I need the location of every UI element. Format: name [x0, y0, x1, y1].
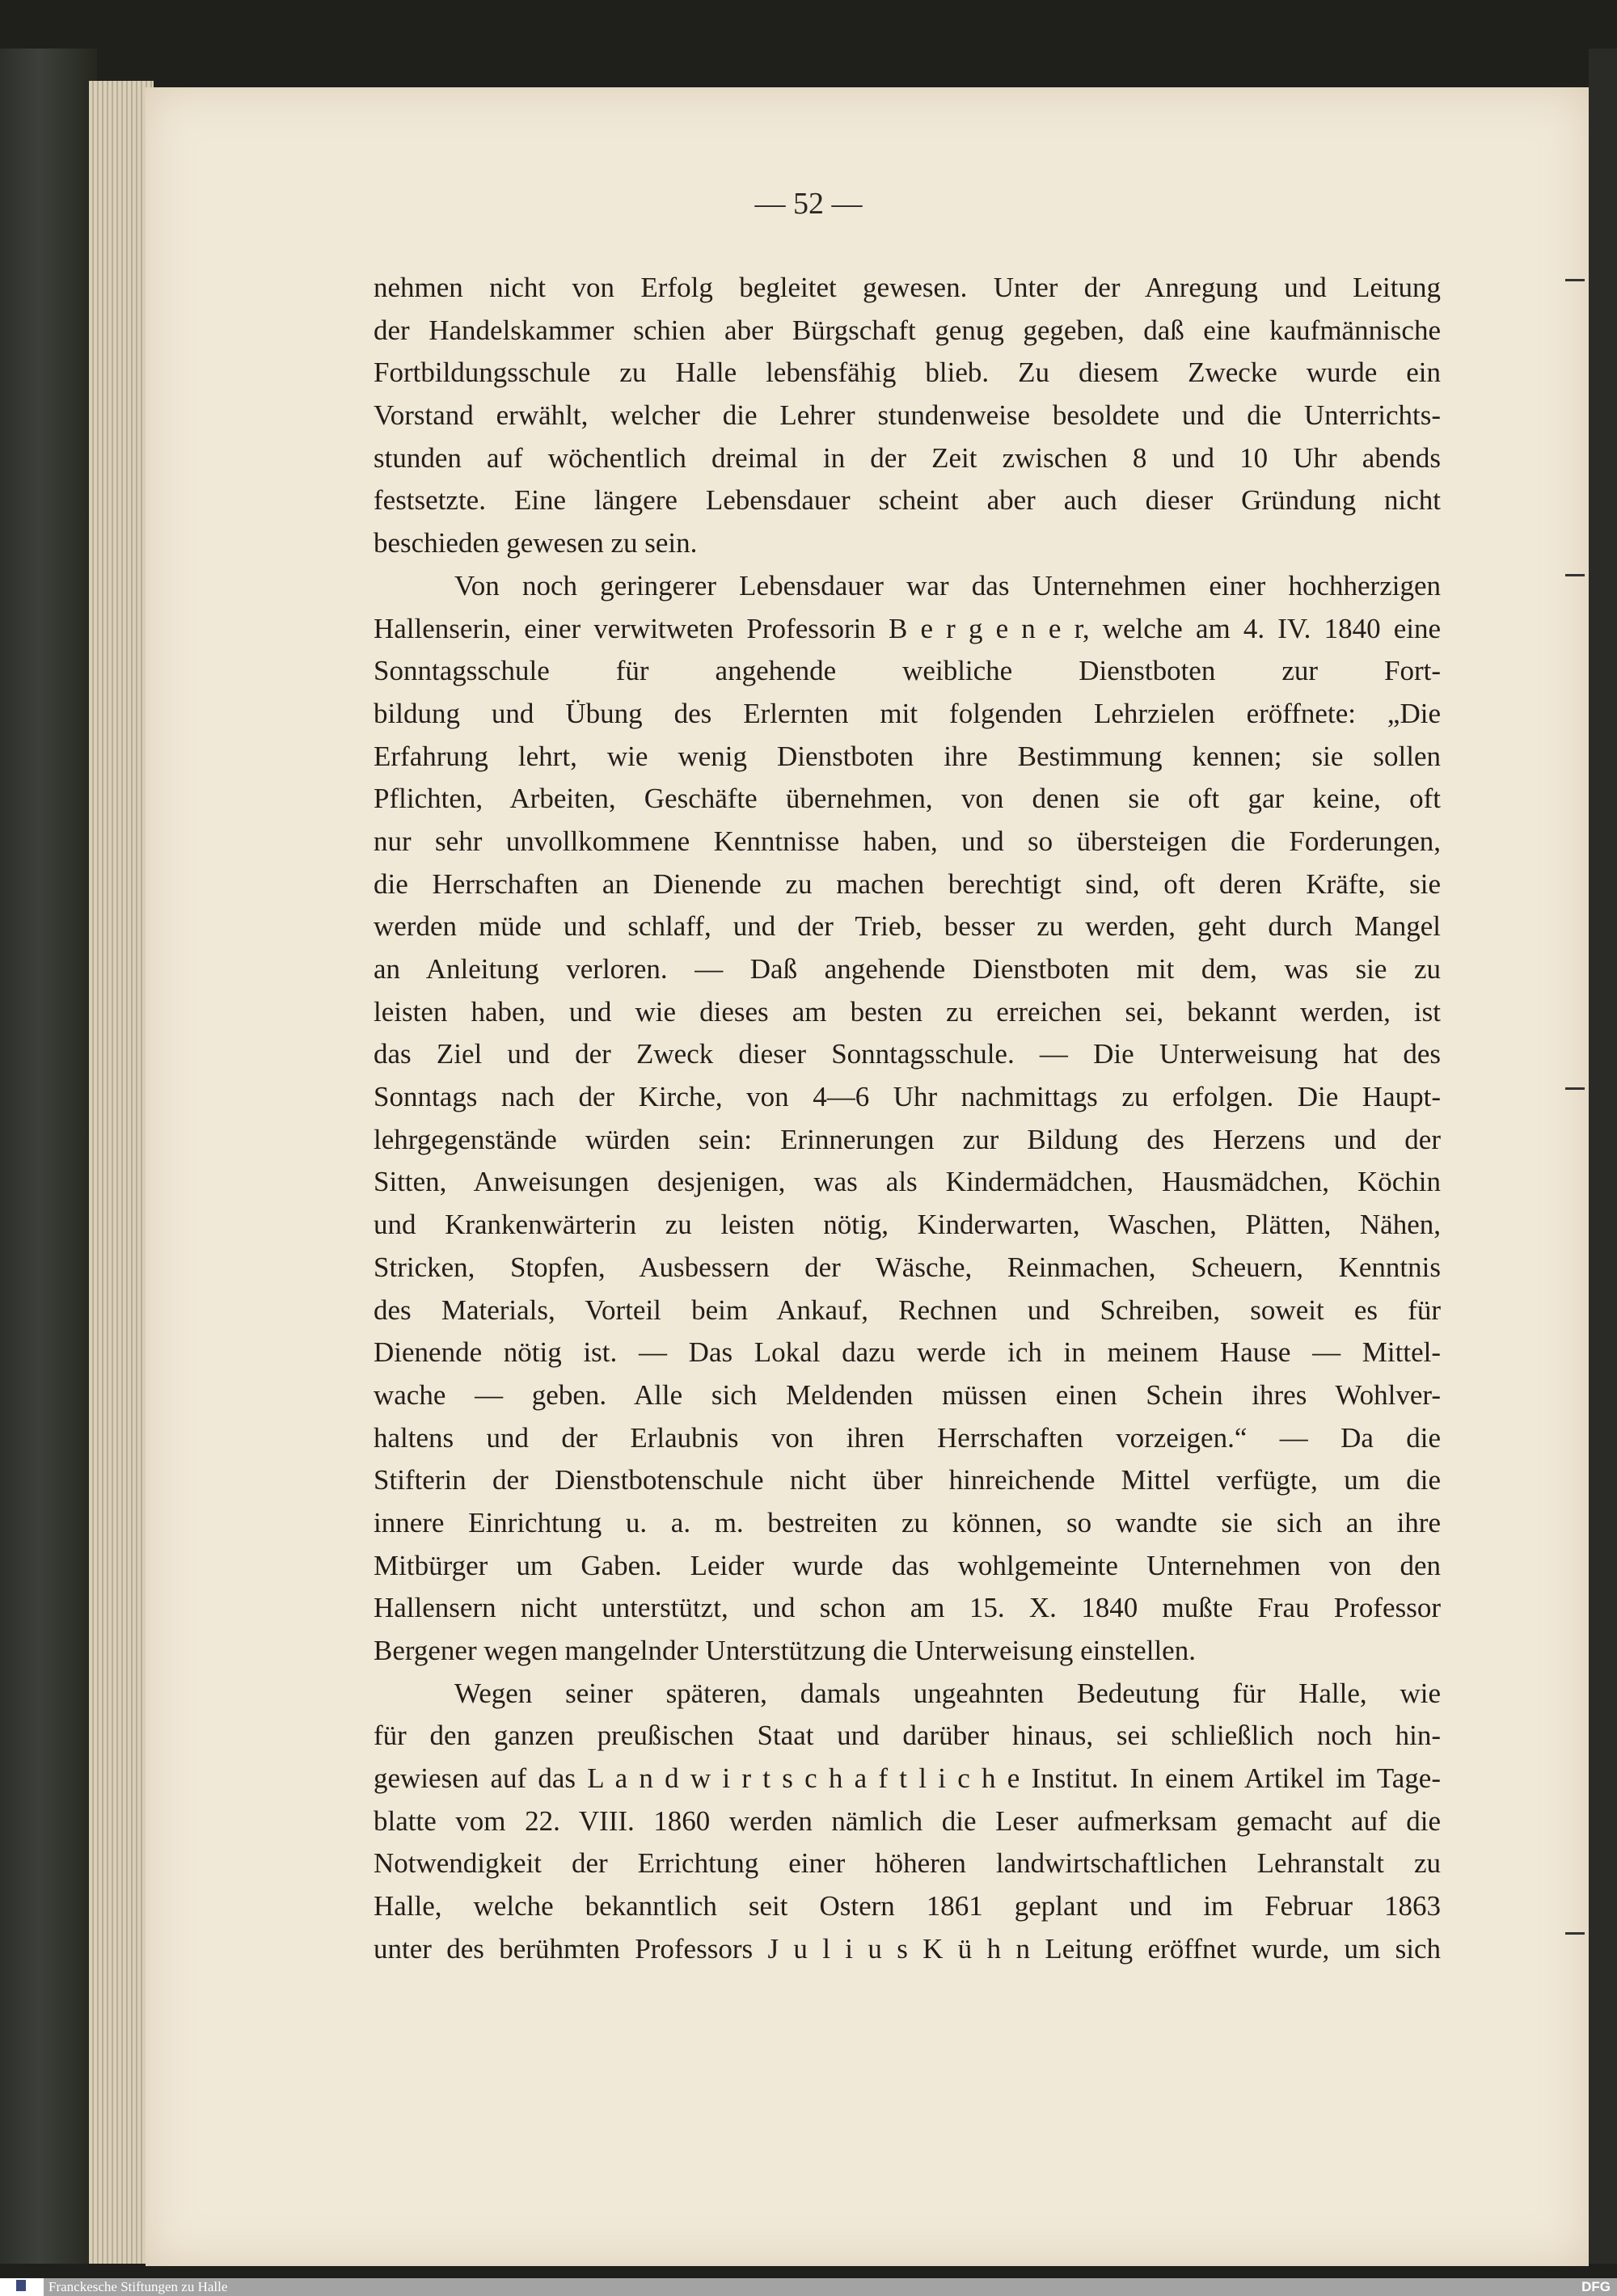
book-spine	[0, 49, 97, 2264]
text-line: haltens und der Erlaubnis von ihren Herrschaften vorzeigen.“ — Da die	[374, 1421, 1441, 1454]
margin-mark	[1565, 574, 1585, 576]
text-line: festsetzte. Eine längere Lebensdauer scheint aber auch dieser Gründung nicht	[374, 484, 1441, 517]
text-line: wache — geben. Alle sich Meldenden müssen einen Schein ihres Wohlver-	[374, 1378, 1441, 1411]
text-line: Sonntagsschule für angehende weibliche Dienstboten zur Fort-	[374, 655, 1441, 687]
text-line: Pflichten, Arbeiten, Geschäfte übernehmen, von denen sie oft gar keine, oft	[374, 783, 1441, 815]
scan-border	[1589, 49, 1617, 2264]
text-line: das Ziel und der Zweck dieser Sonntagsschule. — Die Unterweisung hat des	[374, 1038, 1441, 1070]
text-line: blatte vom 22. VIII. 1860 werden nämlich die Leser aufmerksam gemacht auf die	[374, 1804, 1441, 1837]
margin-mark	[1565, 279, 1585, 281]
margin-mark	[1565, 1087, 1585, 1090]
text-line: der Handelskammer schien aber Bürgschaft genug gegeben, daß eine kaufmännische	[374, 314, 1441, 346]
page-number: — 52 —	[754, 187, 863, 221]
text-line: des Materials, Vorteil beim Ankauf, Rechnen und Schreiben, soweit es für	[374, 1294, 1441, 1326]
text-line: Stricken, Stopfen, Ausbessern der Wäsche, Reinmachen, Scheuern, Kenntnis	[374, 1251, 1441, 1283]
text-line: werden müde und schlaff, und der Trieb, besser zu werden, geht durch Mangel	[374, 910, 1441, 943]
text-line: Notwendigkeit der Errichtung einer höheren landwirtschaftlichen Lehranstalt zu	[374, 1847, 1441, 1880]
text-line: Vorstand erwählt, welcher die Lehrer stundenweise besoldete und die Unterrichts-	[374, 399, 1441, 432]
text-line: Wegen seiner späteren, damals ungeahnten Bedeutung für Halle, wie	[454, 1677, 1441, 1709]
text-line: Bergener wegen mangelnder Unterstützung die Unterweisung einstellen.	[374, 1635, 1196, 1666]
text-line: nehmen nicht von Erfolg begleitet gewesen. Unter der Anregung und Leitung	[374, 272, 1441, 303]
text-line: Hallenserin, einer verwitweten Professorin B e r g e n e r, welche am 4. IV. 1840 eine	[374, 612, 1441, 644]
text-line: an Anleitung verloren. — Daß angehende Dienstboten mit dem, was sie zu	[374, 953, 1441, 985]
body-text	[374, 267, 1441, 1971]
text-line: stunden auf wöchentlich dreimal in der Zeit zwischen 8 und 10 Uhr abends	[374, 441, 1441, 474]
margin-mark	[1565, 1932, 1585, 1935]
text-line: nur sehr unvollkommene Kenntnisse haben, und so übersteigen die Forderungen,	[374, 825, 1441, 857]
footer-bar	[0, 2278, 1617, 2296]
text-line: Dienende nötig ist. — Das Lokal dazu werde ich in meinem Hause — Mittel-	[374, 1336, 1441, 1369]
text-line: leisten haben, und wie dieses am besten zu erreichen sei, bekannt werden, ist	[374, 995, 1441, 1028]
text-line: innere Einrichtung u. a. m. bestreiten zu können, so wandte sie sich an ihre	[374, 1506, 1441, 1538]
text-line: und Krankenwärterin zu leisten nötig, Kinderwarten, Waschen, Plätten, Nähen,	[374, 1209, 1441, 1241]
text-line: die Herrschaften an Dienende zu machen berechtigt sind, oft deren Kräfte, sie	[374, 867, 1441, 900]
text-line: Halle, welche bekanntlich seit Ostern 1861 geplant und im Februar 1863	[374, 1890, 1441, 1922]
text-line: beschieden gewesen zu sein.	[374, 527, 698, 559]
institution-logo-icon	[0, 2278, 44, 2296]
text-line: Sonntags nach der Kirche, von 4—6 Uhr nachmittags zu erfolgen. Die Haupt-	[374, 1081, 1441, 1113]
page-edges	[89, 81, 154, 2264]
text-line: unter des berühmten Professors J u l i u s K ü h n Leitung eröffnet wurde, um sich	[374, 1932, 1441, 1965]
text-line: Fortbildungsschule zu Halle lebensfähig blieb. Zu diesem Zwecke wurde ein	[374, 357, 1441, 389]
text-line: lehrgegenstände würden sein: Erinnerungen zur Bildung des Herzens und der	[374, 1123, 1441, 1155]
text-line: Mitbürger um Gaben. Leider wurde das wohlgemeinte Unternehmen von den	[374, 1549, 1441, 1581]
text-line: Hallensern nicht unterstützt, und schon am 15. X. 1840 mußte Frau Professor	[374, 1592, 1441, 1624]
text-line: bildung und Übung des Erlernten mit folgenden Lehrzielen eröffnete: „Die	[374, 697, 1441, 729]
text-line: Sitten, Anweisungen desjenigen, was als Kindermädchen, Hausmädchen, Köchin	[374, 1166, 1441, 1198]
text-line: Erfahrung lehrt, wie wenig Dienstboten ihre Bestimmung kennen; sie sollen	[374, 740, 1441, 772]
text-line: gewiesen auf das L a n d w i r t s c h a f t l i c h e Institut. In einem Artikel im Tage-	[374, 1762, 1441, 1795]
text-line: Von noch geringerer Lebensdauer war das Unternehmen einer hochherzigen	[454, 569, 1441, 601]
text-line: für den ganzen preußischen Staat und darüber hinaus, sei schließlich noch hin-	[374, 1720, 1441, 1752]
institution-name: Franckesche Stiftungen zu Halle	[49, 2279, 228, 2294]
text-line: Stifterin der Dienstbotenschule nicht über hinreichende Mittel verfügte, um die	[374, 1464, 1441, 1496]
dfg-logo: DFG	[1581, 2279, 1611, 2294]
